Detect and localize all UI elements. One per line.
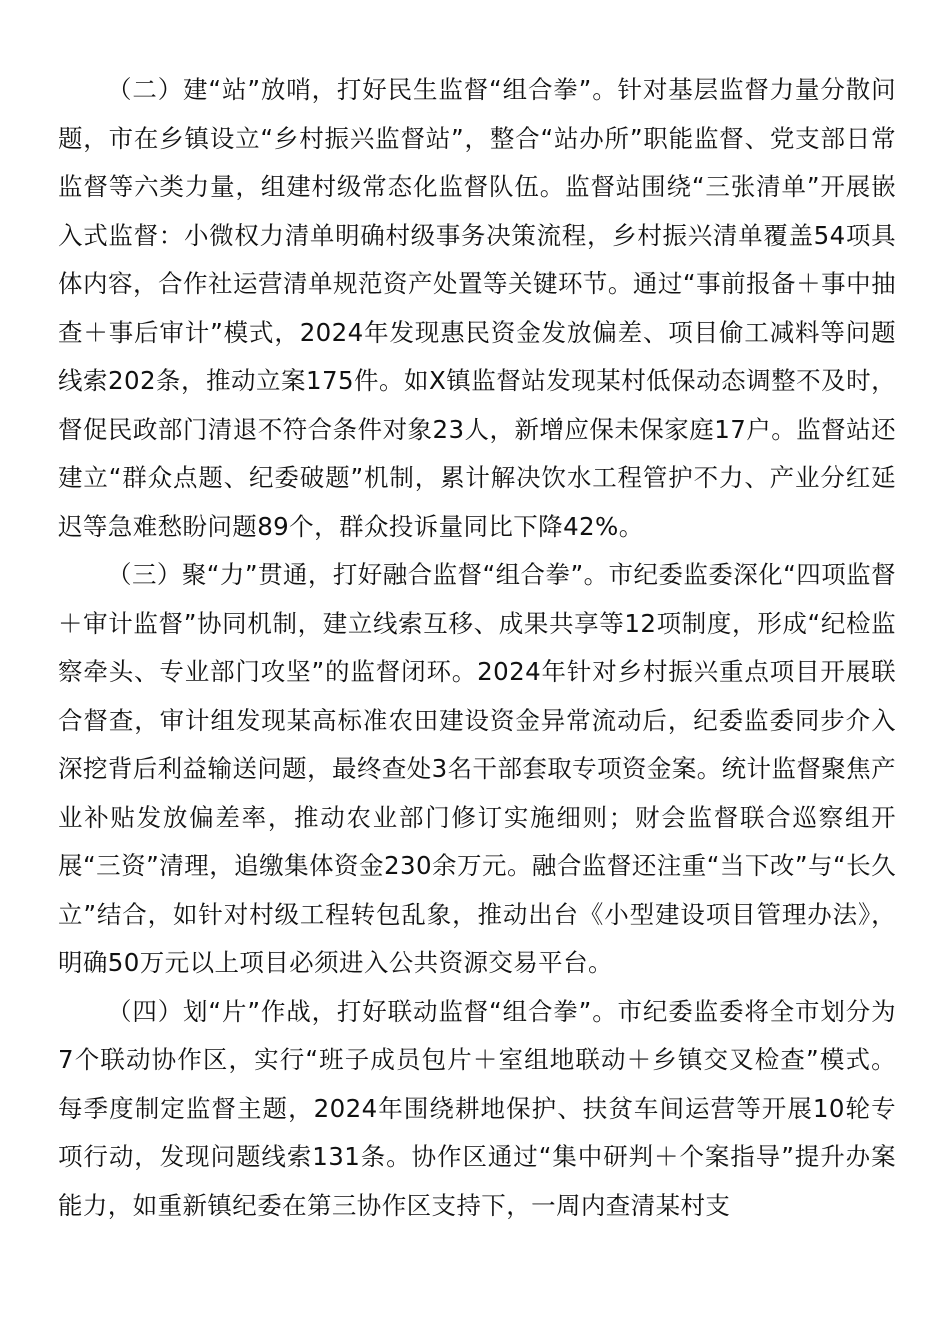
paragraph-section-4: （四）划“片”作战，打好联动监督“组合拳”。市纪委监委将全市划分为7个联动协作区，实行“班子成员包片＋室组地联动＋乡镇交叉检查”模式。每季度制定监督主题，2024年围绕耕地保护、扶贫车间运营等开展10轮专项行动，发现问题线索131条。协作区通过“集中研判＋个案指导”提升办案能力，如重新镇纪委在第三协作区支持下，一周内查清某村支: [58, 996, 896, 1220]
document-body: [58, 66, 896, 1230]
paragraph-section-3: （三）聚“力”贯通，打好融合监督“组合拳”。市纪委监委深化“四项监督＋审计监督”协同机制，建立线索互移、成果共享等12项制度，形成“纪检监察牵头、专业部门攻坚”的监督闭环。2024年针对乡村振兴重点项目开展联合督查，审计组发现某高标准农田建设资金异常流动后，纪委监委同步介入深挖背后利益输送问题，最终查处3名干部套取专项资金案。统计监督聚焦产业补贴发放偏差率，推动农业部门修订实施细则；财会监督联合巡察组开展“三资”清理，追缴集体资金230余万元。融合监督还注重“当下改”与“长久立”结合，如针对村级工程转包乱象，推动出台《小型建设项目管理办法》，明确50万元以上项目必须进入公共资源交易平台。: [58, 560, 896, 977]
paragraph-section-2: （二）建“站”放哨，打好民生监督“组合拳”。针对基层监督力量分散问题，市在乡镇设立“乡村振兴监督站”，整合“站办所”职能监督、党支部日常监督等六类力量，组建村级常态化监督队伍。监督站围绕“三张清单”开展嵌入式监督：小微权力清单明确村级事务决策流程，乡村振兴清单覆盖54项具体内容，合作社运营清单规范资产处置等关键环节。通过“事前报备＋事中抽查＋事后审计”模式，2024年发现惠民资金发放偏差、项目偷工减料等问题线索202条，推动立案175件。如X镇监督站发现某村低保动态调整不及时，督促民政部门清退不符合条件对象23人，新增应保未保家庭17户。监督站还建立“群众点题、纪委破题”机制，累计解决饮水工程管护不力、产业分红延迟等急难愁盼问题89个，群众投诉量同比下降42%。: [58, 75, 896, 541]
